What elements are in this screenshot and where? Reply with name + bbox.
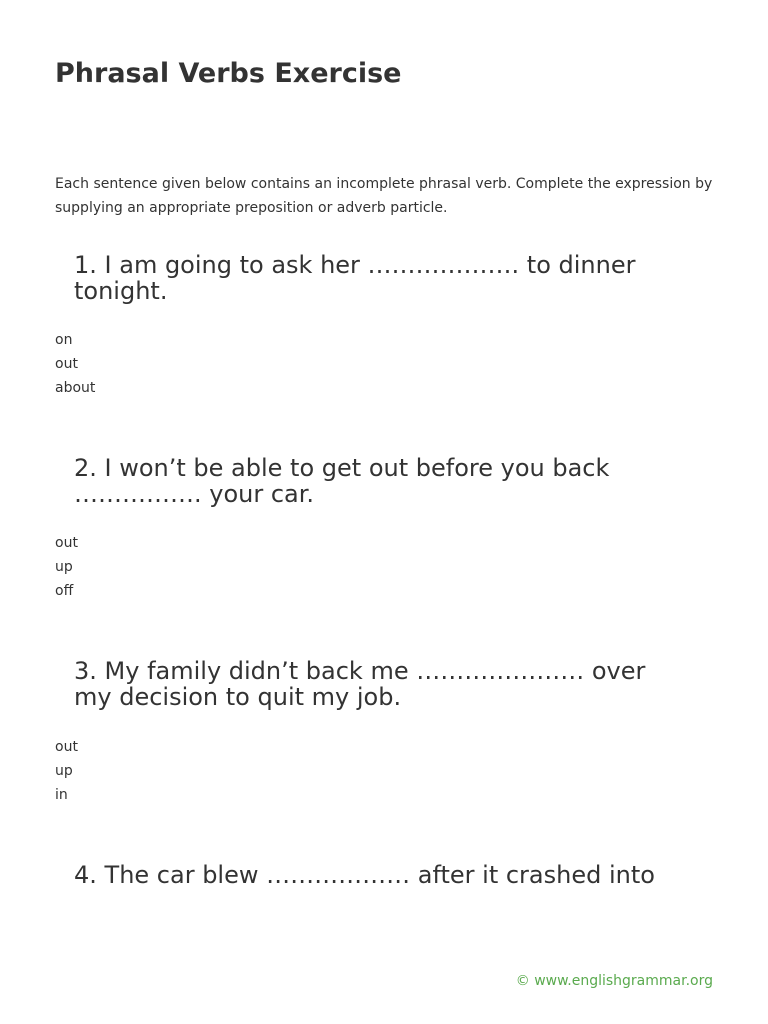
option-in[interactable]: in [55,787,68,803]
instructions-text: Each sentence given below contains an incomplete phrasal verb. Complete the expression by supplying an appropriate preposition or adverb particle. [55,176,713,216]
option-on[interactable]: on [55,332,73,348]
option-out[interactable]: out [55,356,78,372]
page-title: Phrasal Verbs Exercise [55,58,402,89]
option-out[interactable]: out [55,535,78,551]
copyright-link[interactable]: © www.englishgrammar.org [515,973,713,989]
question-1-text: 1. I am going to ask her ………………. to dinner tonight. [74,251,636,305]
option-out[interactable]: out [55,739,78,755]
question-3-text: 3. My family didn’t back me ………………… over my decision to quit my job. [74,657,646,711]
option-off[interactable]: off [55,583,74,599]
option-up[interactable]: up [55,763,73,779]
question-4-text: 4. The car blew ……………… after it crashed into [74,861,655,889]
question-1-options [55,328,95,400]
option-up[interactable]: up [55,559,73,575]
option-about[interactable]: about [55,380,96,396]
question-2-text: 2. I won’t be able to get out before you back ……………. your car. [74,454,610,508]
question-3-options [55,735,78,807]
question-2-options [55,531,78,603]
